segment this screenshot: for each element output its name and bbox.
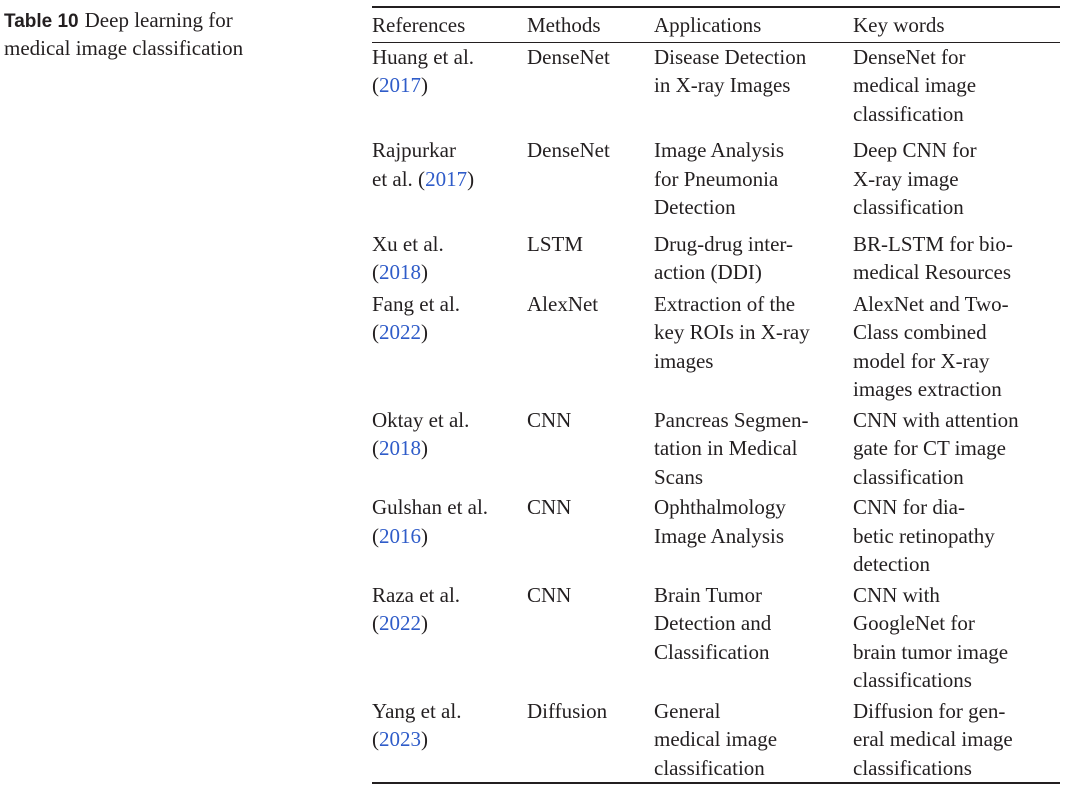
reference-year-link[interactable]: 2017 — [379, 73, 421, 97]
keywords-cell-text: CNN for dia- betic retinopathy detection — [853, 495, 995, 576]
reference-cell — [372, 406, 527, 494]
method-cell — [527, 42, 654, 136]
reference-authors: Raza et al. ( — [372, 582, 461, 635]
application-cell — [654, 581, 853, 697]
reference-text — [372, 493, 527, 550]
reference-authors: Xu et al. ( — [372, 231, 444, 284]
reference-text — [372, 230, 527, 287]
reference-text — [372, 43, 527, 100]
table-header — [372, 7, 1060, 42]
reference-year-link[interactable]: 2023 — [379, 727, 421, 751]
table-row — [372, 406, 1060, 494]
table-number: Table 10 — [4, 11, 79, 32]
reference-year-link[interactable]: 2022 — [379, 611, 421, 635]
application-cell — [654, 42, 853, 136]
reference-year-link[interactable]: 2018 — [379, 436, 421, 460]
method-cell-text: Diffusion — [527, 698, 608, 723]
reference-close-paren: ) — [421, 523, 428, 548]
reference-close-paren: ) — [421, 611, 428, 635]
application-cell-text: Disease Detection in X-ray Images — [654, 44, 807, 97]
application-cell — [654, 697, 853, 784]
keywords-cell — [853, 42, 1060, 136]
application-cell — [654, 136, 853, 230]
application-cell — [654, 230, 853, 290]
method-cell-text: CNN — [527, 407, 572, 432]
reference-text — [372, 406, 527, 463]
method-cell-text: CNN — [527, 495, 572, 519]
keywords-cell — [853, 581, 1060, 697]
reference-cell — [372, 42, 527, 136]
reference-year-link[interactable]: 2022 — [379, 320, 421, 344]
table-title: Deep learning for medical image classification — [4, 8, 244, 60]
method-cell-text: LSTM — [527, 231, 584, 256]
reference-text — [372, 697, 527, 754]
method-cell — [527, 290, 654, 406]
keywords-cell — [853, 290, 1060, 406]
application-cell — [654, 290, 853, 406]
method-cell-text: DenseNet — [527, 138, 610, 162]
header-references: References — [372, 13, 466, 37]
keywords-cell-text: Deep CNN for X-ray image classification — [853, 138, 977, 219]
table-body — [372, 42, 1060, 783]
keywords-cell — [853, 406, 1060, 494]
reference-authors: Yang et al. ( — [372, 698, 462, 751]
application-cell-text: Extraction of the key ROIs in X-ray images — [654, 291, 810, 373]
application-cell-text: Drug-drug inter- action (DDI) — [654, 231, 793, 284]
application-cell — [654, 493, 853, 581]
reference-cell — [372, 493, 527, 581]
application-cell-text: Pancreas Segmen- tation in Medical Scans — [654, 407, 809, 489]
reference-authors: Oktay et al. ( — [372, 407, 470, 460]
table-row — [372, 581, 1060, 697]
reference-text — [372, 136, 527, 193]
reference-cell — [372, 230, 527, 290]
table-row — [372, 136, 1060, 230]
reference-authors: Gulshan et al. ( — [372, 495, 489, 548]
application-cell-text: Brain Tumor Detection and Classification — [654, 582, 772, 664]
table-row — [372, 230, 1060, 290]
keywords-cell — [853, 136, 1060, 230]
table-row — [372, 42, 1060, 136]
application-cell-text: Image Analysis for Pneumonia Detection — [654, 138, 785, 219]
keywords-cell — [853, 493, 1060, 581]
table-row — [372, 697, 1060, 784]
reference-close-paren: ) — [421, 436, 428, 460]
method-cell-text: AlexNet — [527, 291, 599, 316]
reference-cell — [372, 136, 527, 230]
keywords-cell-text: DenseNet for medical image classification — [853, 44, 977, 126]
reference-close-paren: ) — [421, 73, 428, 97]
keywords-cell — [853, 697, 1060, 784]
keywords-cell-text: CNN with GoogleNet for brain tumor image classifications — [853, 582, 1009, 692]
table-container — [372, 6, 1060, 784]
reference-cell — [372, 290, 527, 406]
keywords-cell-text: AlexNet and Two- Class combined model for X-ray images extraction — [853, 291, 1009, 401]
application-cell-text: Ophthalmology Image Analysis — [654, 495, 786, 548]
method-cell — [527, 493, 654, 581]
reference-text — [372, 581, 527, 638]
reference-authors: Huang et al. ( — [372, 44, 475, 97]
method-cell-text: DenseNet — [527, 44, 610, 69]
keywords-cell-text: Diffusion for gen- eral medical image classifications — [853, 698, 1013, 780]
reference-close-paren: ) — [421, 260, 428, 284]
method-cell-text: CNN — [527, 582, 572, 607]
header-keywords: Key words — [853, 13, 945, 37]
method-cell — [527, 406, 654, 494]
header-row — [372, 7, 1060, 42]
reference-close-paren: ) — [467, 166, 475, 191]
application-cell — [654, 406, 853, 494]
header-applications: Applications — [654, 13, 762, 37]
reference-year-link[interactable]: 2018 — [379, 260, 421, 284]
reference-year-link[interactable]: 2017 — [425, 166, 468, 191]
keywords-cell-text: BR-LSTM for bio- medical Resources — [853, 231, 1013, 284]
reference-authors: Fang et al. ( — [372, 291, 461, 344]
method-cell — [527, 581, 654, 697]
table-row — [372, 290, 1060, 406]
method-cell — [527, 697, 654, 784]
reference-authors: Rajpurkar et al. ( — [372, 138, 456, 191]
header-methods: Methods — [527, 13, 601, 37]
keywords-cell-text: CNN with attention gate for CT image classification — [853, 407, 1019, 489]
classification-table — [372, 6, 1060, 784]
reference-close-paren: ) — [421, 320, 428, 344]
reference-year-link[interactable]: 2016 — [379, 523, 421, 548]
method-cell — [527, 136, 654, 230]
method-cell — [527, 230, 654, 290]
keywords-cell — [853, 230, 1060, 290]
reference-text — [372, 290, 527, 347]
reference-close-paren: ) — [421, 727, 428, 751]
reference-cell — [372, 581, 527, 697]
application-cell-text: General medical image classification — [654, 698, 778, 780]
reference-cell — [372, 697, 527, 784]
table-caption — [4, 7, 304, 62]
table-row — [372, 493, 1060, 581]
